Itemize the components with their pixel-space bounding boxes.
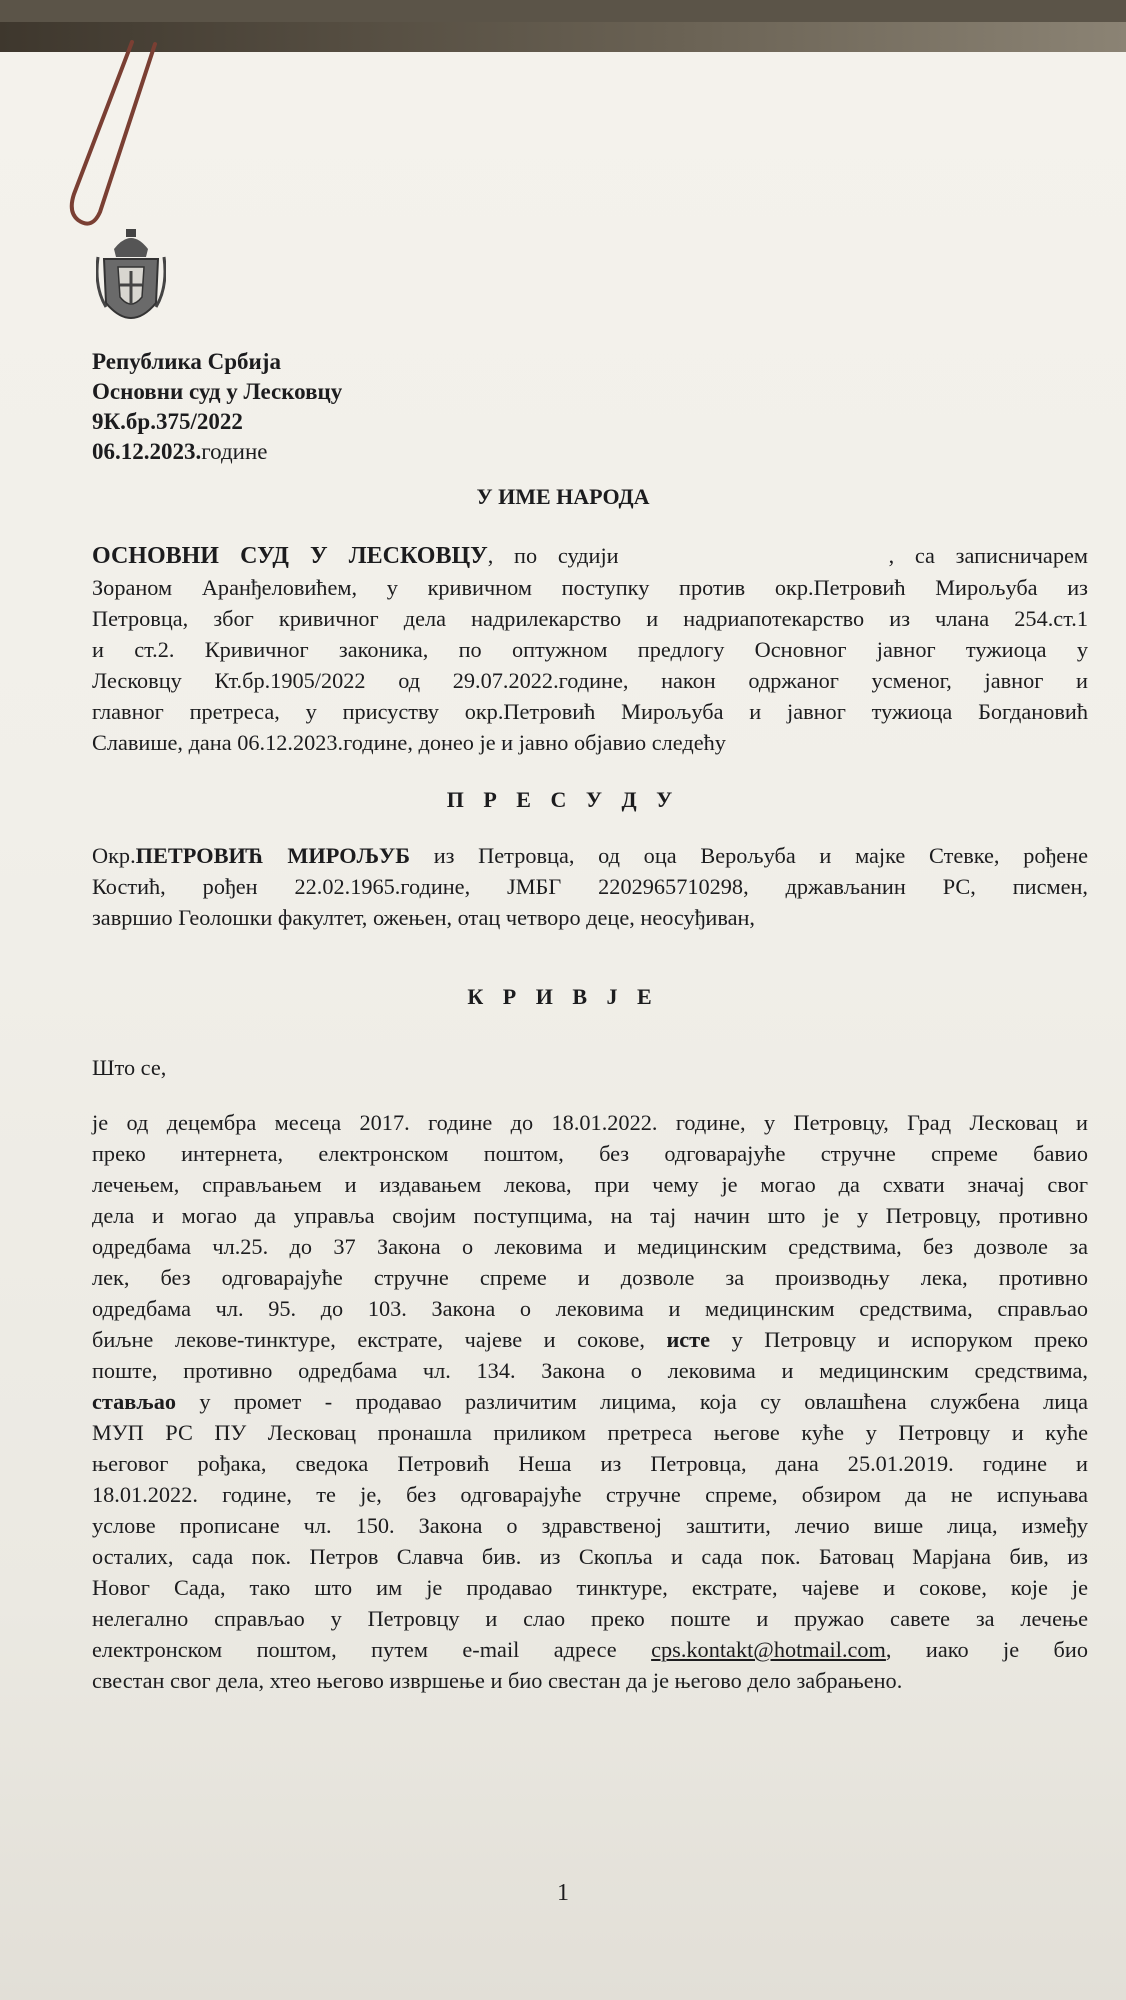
intro-line: Славише, дана 06.12.2023.године, донео је и јавно објавио следећу — [92, 730, 726, 755]
intro-line: и ст.2. Кривичног законика, по оптужном предлогу Основног јавног тужиоца у — [92, 637, 1088, 662]
defendant-line-1: Окр.ПЕТРОВИЋ МИРОЉУБ из Петровца, од оца Верољуба и мајке Стевке, рођене — [92, 843, 1088, 868]
body-line: поште, противно одредбама чл. 134. Закона о лековима и медицинским средствима, — [92, 1358, 1088, 1383]
body-line: 18.01.2022. године, те је, без одговарајуће стручне спреме, обзиром да не испуњава — [92, 1482, 1088, 1507]
body-line-18: електронском поштом, путем e-mail адресе cps.kontakt@hotmail.com, иако је био — [92, 1637, 1088, 1662]
body-line: Новог Сада, тако што им је продавао тинктуре, екстрате, чајеве и сокове, које је — [92, 1575, 1088, 1600]
body-line: лечењем, справљањем и издавањем лекова, при чему је могао да схвати значај свог — [92, 1172, 1088, 1197]
email-link[interactable]: cps.kontakt@hotmail.com — [651, 1637, 886, 1662]
country-name: Република Србија — [92, 349, 281, 374]
document-header — [92, 347, 342, 467]
title-guilty: К Р И В Ј Е — [467, 984, 659, 1009]
court-name-bold: ОСНОВНИ СУД У ЛЕСКОВЦУ — [92, 543, 488, 569]
coat-of-arms-icon — [96, 227, 166, 335]
title-in-the-name-of-people: У ИМЕ НАРОДА — [476, 484, 650, 509]
body-line: МУП РС ПУ Лесковац пронашла приликом претреса његове куће у Петровцу и куће — [92, 1420, 1088, 1445]
body-line: услове прописане чл. 150. Закона о здравственој заштити, лечио више лица, између — [92, 1513, 1088, 1538]
body-line: осталих, сада пок. Петров Славча бив. из Скопља и сада пок. Батовац Марјана бив, из — [92, 1544, 1088, 1569]
body-line-8: биљне лекове-тинктуре, екстрате, чајеве и сокове, исте у Петровцу и испоруком преко — [92, 1327, 1088, 1352]
defendant-line: Костић, рођен 22.02.1965.године, ЈМБГ 2202965710298, држављанин РС, писмен, — [92, 874, 1088, 899]
intro-paragraph — [92, 540, 1088, 758]
because-text: Што се, — [92, 1055, 167, 1080]
date-value: 06.12.2023. — [92, 439, 202, 464]
intro-line-1: ОСНОВНИ СУД У ЛЕСКОВЦУ, по судији , са записничарем — [92, 543, 1088, 569]
body-line: лек, без одговарајуће стручне спреме и дозволе за производњу лека, противно — [92, 1265, 1088, 1290]
defendant-paragraph — [92, 840, 1088, 933]
defendant-name: ПЕТРОВИЋ МИРОЉУБ — [135, 843, 411, 868]
intro-line: Лесковцу Кт.бр.1905/2022 од 29.07.2022.године, након одржаног усменог, јавног и — [92, 668, 1088, 693]
document-page — [0, 22, 1126, 2000]
body-paragraph — [92, 1107, 1088, 1696]
date-suffix: године — [201, 439, 268, 464]
document-date — [92, 437, 342, 467]
body-line: дела и могао да управља својим поступцима, на тај начин што је у Петровцу, противно — [92, 1203, 1088, 1228]
court-name: Основни суд у Лесковцу — [92, 379, 343, 404]
body-line-10: стављао у промет - продавао различитим лицима, која су овлашћена службена лица — [92, 1389, 1088, 1414]
body-line: одредбама чл. 95. до 103. Закона о лековима и медицинским средствима, справљао — [92, 1296, 1088, 1321]
intro-line: Зораном Аранђеловићем, у кривичном поступку против окр.Петровић Мирољуба из — [92, 575, 1088, 600]
body-line: свестан свог дела, хтео његово извршење и био свестан да је његово дело забрањено. — [92, 1668, 903, 1693]
page-number: 1 — [557, 1880, 569, 1906]
defendant-line: завршио Геолошки факултет, ожењен, отац четворо деце, неосуђиван, — [92, 905, 756, 930]
body-line: преко интернета, електронском поштом, без одговарајуће стручне спреме бавио — [92, 1141, 1088, 1166]
title-verdict: П Р Е С У Д У — [446, 787, 680, 812]
intro-line: главног претреса, у присуству окр.Петровић Мирољуба и јавног тужиоца Богдановић — [92, 699, 1088, 724]
case-number: 9К.бр.375/2022 — [92, 409, 243, 434]
intro-line: Петровца, због кривичног дела надрилекарство и надриапотекарство из члана 254.ст.1 — [92, 606, 1088, 631]
body-line: његовог рођака, сведока Петровић Неша из Петровца, дана 25.01.2019. године и — [92, 1451, 1088, 1476]
body-line: је од децембра месеца 2017. године до 18.01.2022. године, у Петровцу, Град Лесковац и — [92, 1110, 1088, 1135]
body-line: нелегално справљао у Петровцу и слао преко поште и пружао савете за лечење — [92, 1606, 1088, 1631]
body-line: одредбама чл.25. до 37 Закона о лековима и медицинским средствима, без дозволе за — [92, 1234, 1088, 1259]
paperclip-icon — [40, 32, 180, 232]
